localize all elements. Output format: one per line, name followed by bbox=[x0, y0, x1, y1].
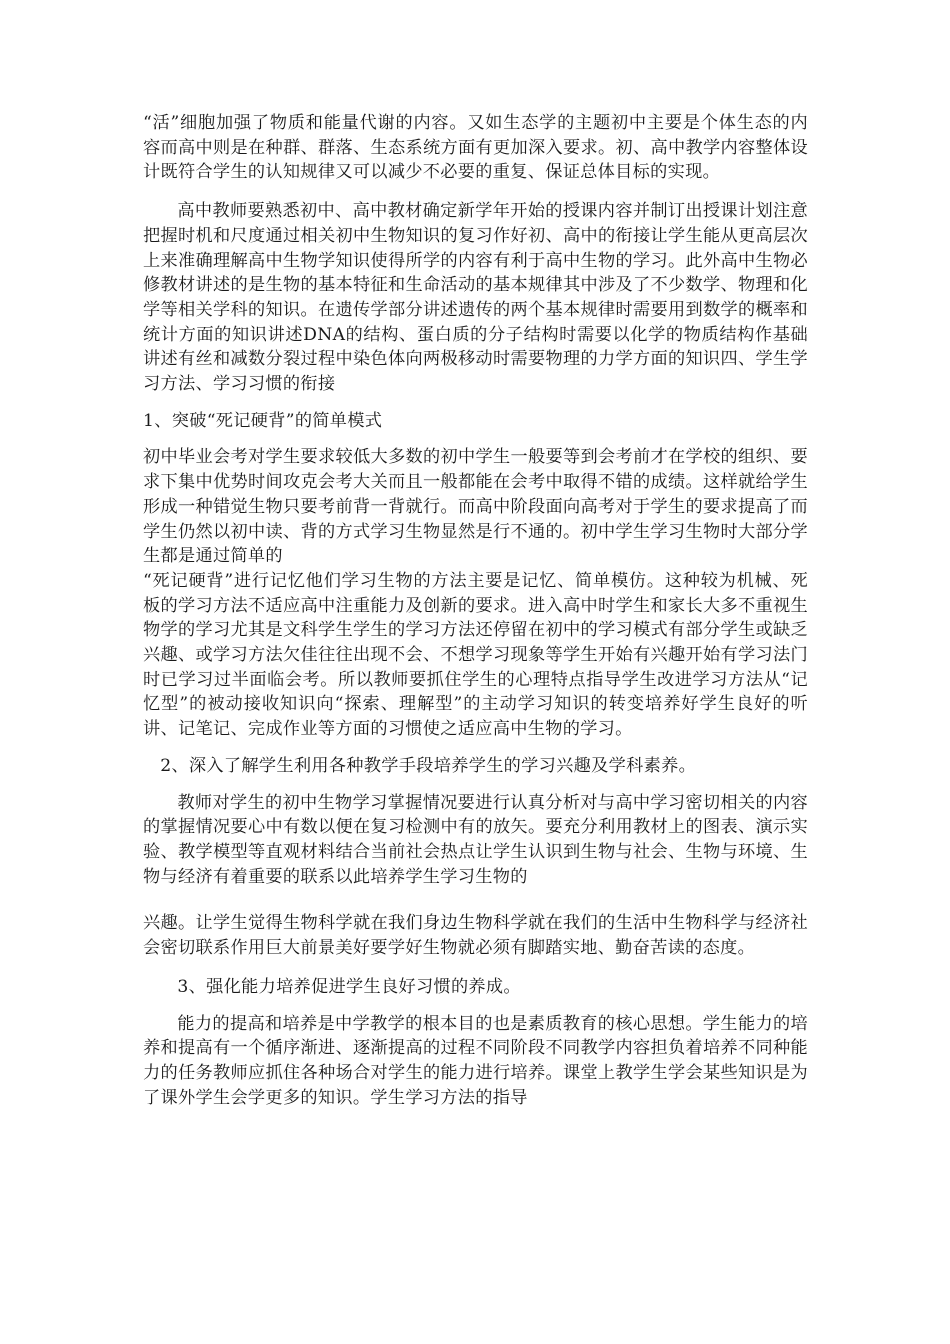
paragraph-exam-habits: 初中毕业会考对学生要求较低大多数的初中学生一般要等到会考前才在学校的组织、要求下集中优势时间攻克会考大关而且一般都能在会考中取得不错的成绩。这样就给学生形成一种错觉生物只要考前背一背就行。而高中阶段面向高考对于学生的要求提高了而学生仍然以初中读、背的方式学习生物显然是行不通的。初中学生学习生物时大部分学生都是通过简单的 bbox=[143, 447, 808, 567]
paragraph-cell-metabolism: “活”细胞加强了物质和能量代谢的内容。又如生态学的主题初中主要是个体生态的内容而高中则是在种群、群落、生态系统方面有更加深入要求。初、高中教学内容整体设计既符合学生的认知规律又可以减少不必要的重复、保证总体目标的实现。 bbox=[143, 113, 808, 183]
paragraph-teaching-methods: 教师对学生的初中生物学习掌握情况要进行认真分析对与高中学习密切相关的内容的掌握情况要心中有数以便在复习检测中有的放矢。要充分利用教材上的图表、演示实验、教学模型等直观材料结合当前社会热点让学生认识到生物与社会、生物与环境、生物与经济有着重要的联系以此培养学生学习生物的 bbox=[143, 792, 808, 887]
paragraph-ability-training: 能力的提高和培养是中学教学的根本目的也是素质教育的核心思想。学生能力的培养和提高有一个循序渐进、逐渐提高的过程不同阶段不同教学内容担负着培养不同种能力的任务教师应抓住各种场合对学生的能力进行培养。课堂上教学生学会某些知识是为了课外学生会学更多的知识。学生学习方法的指导 bbox=[143, 1013, 808, 1108]
paragraph-teacher-preparation: 高中教师要熟悉初中、高中教材确定新学年开始的授课内容并制订出授课计划注意把握时机和尺度通过相关初中生物知识的复习作好初、高中的衔接让学生能从更高层次上来准确理解高中生物学知识使得所学的内容有利于高中生物的学习。此外高中生物必修教材讲述的是生物的基本特征和生命活动的基本规律其中涉及了不少数学、物理和化学等相关学科的知识。在遗传学部分讲述遗传的两个基本规律时需要用到数学的概率和统计方面的知识讲述DNA的结构、蛋白质的分子结构时需要以化学的物质结构作基础讲述有丝和减数分裂过程中染色体向两极移动时需要物理的力学方面的知识四、学生学习方法、学习习惯的衔接 bbox=[143, 201, 808, 395]
paragraph-interest: 兴趣。让学生觉得生物科学就在我们身边生物科学就在我们的生活中生物科学与经济社会密切联系作用巨大前景美好要学好生物就必须有脚踏实地、勤奋苦读的态度。 bbox=[143, 913, 808, 959]
paragraph-rote-memorization: “死记硬背”进行记忆他们学习生物的方法主要是记忆、简单模仿。这种较为机械、死板的学习方法不适应高中注重能力及创新的要求。进入高中时学生和家长大多不重视生物学的学习尤其是文科学生学生的学习方法还停留在初中的学习模式有部分学生或缺乏兴趣、或学习方法欠佳往往出现不会、不想学习现象等学生开始有兴趣开始有学习法门时已学习过半面临会考。所以教师要抓住学生的心理特点指导学生改进学习方法从“记忆型”的被动接收知识向“探索、理解型”的主动学习知识的转变培养好学生良好的听讲、记笔记、完成作业等方面的习惯使之适应高中生物的学习。 bbox=[143, 570, 808, 740]
section-heading-2: 2、深入了解学生利用各种教学手段培养学生的学习兴趣及学科素养。 bbox=[160, 755, 697, 776]
section-heading-3: 3、强化能力培养促进学生良好习惯的养成。 bbox=[177, 976, 521, 997]
section-heading-1: 1、突破“死记硬背”的简单模式 bbox=[143, 410, 383, 431]
document-body bbox=[143, 111, 808, 1110]
